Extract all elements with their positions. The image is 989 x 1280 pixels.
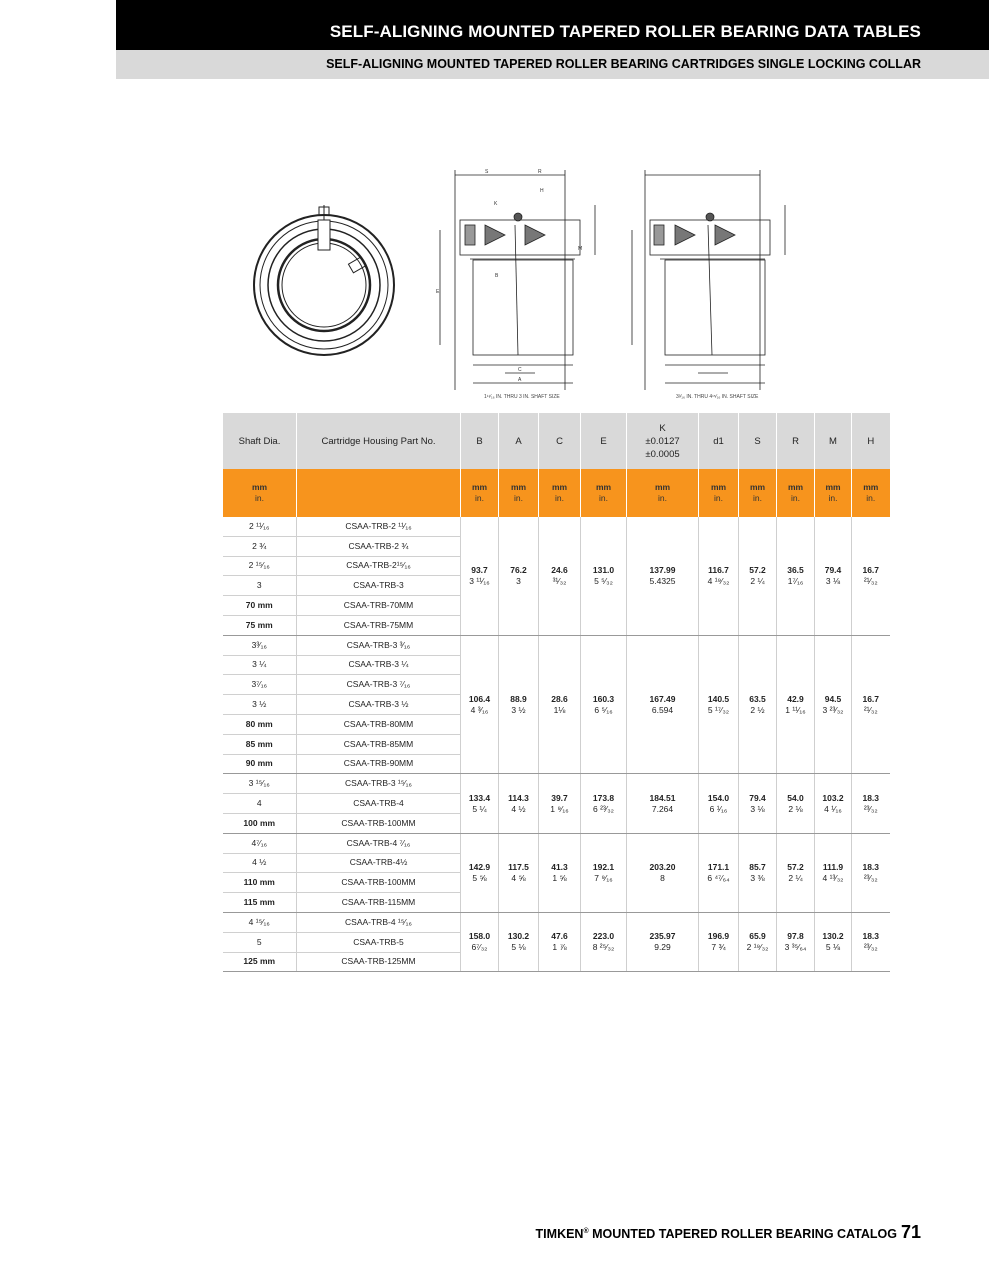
- inch-value: 2 ¼: [788, 872, 803, 883]
- inch-value: 1 ¹¹⁄₁₆: [785, 704, 806, 715]
- metric-value: 88.9: [510, 693, 527, 704]
- metric-value: 65.9: [749, 931, 766, 942]
- inch-value: 6 ⁵⁄₁₆: [594, 704, 613, 715]
- inch-value: 4 ¹³⁄₃₂: [822, 872, 844, 883]
- metric-value: 171.1: [707, 861, 730, 872]
- metric-value: 223.0: [592, 931, 615, 942]
- metric-value: 57.2: [787, 861, 804, 872]
- metric-value: 36.5: [787, 564, 804, 575]
- value-cell-d1: [699, 517, 739, 635]
- metric-value: 158.0: [468, 931, 491, 942]
- label-k: K: [494, 201, 498, 207]
- inch-value: ²¹⁄₃₂: [863, 575, 878, 586]
- value-cell-s: [739, 912, 777, 971]
- footer-catalog: MOUNTED TAPERED ROLLER BEARING CATALOG: [588, 1227, 897, 1241]
- col-b: B: [461, 413, 499, 469]
- bearing-drawings: [240, 165, 800, 405]
- inch-value: 8 ²⁵⁄₃₂: [592, 942, 615, 953]
- metric-value: 39.7: [551, 792, 568, 803]
- value-cell-d1: [699, 912, 739, 971]
- metric-value: 133.4: [468, 792, 491, 803]
- value-cell-h: [852, 517, 890, 635]
- inch-value: 1 ⁹⁄₁₆: [550, 803, 569, 814]
- value-cell-e: [581, 635, 627, 774]
- inch-value: 1⅛: [553, 704, 566, 715]
- page-number: 71: [900, 1222, 921, 1242]
- inch-value: 3 ½: [511, 704, 526, 715]
- inch-value: 5 ⅛: [511, 942, 526, 953]
- drawing-caption-2: 3³⁄₁₆ IN. THRU 4¹⁵⁄₁₆ IN. SHAFT SIZE: [676, 394, 759, 400]
- inch-value: 1 ⅝: [552, 872, 567, 883]
- part-number-cell: CSAA-TRB-3 ⁷⁄₁₆: [297, 675, 461, 695]
- value-cell-s: [739, 517, 777, 635]
- subheader-bar: [116, 50, 989, 79]
- value-cell-m: [815, 833, 852, 912]
- col-part-no: Cartridge Housing Part No.: [297, 413, 461, 469]
- shaft-dia-cell: 125 mm: [223, 952, 297, 972]
- inch-value: 9.29: [654, 942, 671, 953]
- part-number-cell: CSAA-TRB-3 ³⁄₁₆: [297, 635, 461, 655]
- header-bar: [116, 0, 989, 50]
- value-cell-b: [461, 833, 499, 912]
- page-title: SELF-ALIGNING MOUNTED TAPERED ROLLER BEARING DATA TABLES: [329, 22, 921, 41]
- inch-value: 3 ³⁵⁄₆₄: [784, 942, 807, 953]
- shaft-dia-cell: 3 ¹⁵⁄₁₆: [223, 774, 297, 794]
- metric-value: 184.51: [649, 792, 676, 803]
- shaft-dia-cell: 70 mm: [223, 596, 297, 616]
- value-cell-r: [777, 833, 815, 912]
- metric-value: 142.9: [468, 861, 491, 872]
- inch-value: 6 ⁴⁷⁄₆₄: [707, 872, 730, 883]
- metric-value: 116.7: [708, 564, 729, 575]
- table-group: [223, 517, 890, 635]
- value-cell-d1: [699, 774, 739, 833]
- value-cell-c: [539, 912, 581, 971]
- metric-value: 63.5: [749, 693, 766, 704]
- value-cell-a: [499, 635, 539, 774]
- shaft-dia-cell: 2 ¹⁵⁄₁₆: [223, 556, 297, 576]
- metric-value: 97.8: [787, 931, 804, 942]
- metric-value: 235.97: [649, 931, 676, 942]
- value-cell-e: [581, 833, 627, 912]
- metric-value: 192.1: [592, 861, 615, 872]
- table-group: [223, 833, 890, 912]
- part-number-cell: CSAA-TRB-100MM: [297, 813, 461, 833]
- value-cell-r: [777, 635, 815, 774]
- table-row: [223, 833, 890, 853]
- shaft-dia-cell: 4 ½: [223, 853, 297, 873]
- shaft-dia-cell: 85 mm: [223, 734, 297, 754]
- metric-value: 47.6: [551, 931, 568, 942]
- value-cell-s: [739, 635, 777, 774]
- metric-value: 79.4: [749, 792, 766, 803]
- value-cell-k: [627, 774, 699, 833]
- value-cell-s: [739, 774, 777, 833]
- value-cell-b: [461, 912, 499, 971]
- inch-value: 2 ¼: [750, 575, 765, 586]
- part-number-cell: CSAA-TRB-2 ¹¹⁄₁₆: [297, 517, 461, 536]
- table-group: [223, 635, 890, 774]
- table-row: [223, 912, 890, 932]
- drawing-caption-1: 1¹¹⁄₁₆ IN. THRU 3 IN. SHAFT SIZE: [484, 394, 560, 400]
- part-number-cell: CSAA-TRB-3 ¹⁵⁄₁₆: [297, 774, 461, 794]
- inch-value: 4 ¹⁹⁄₃₂: [707, 575, 730, 586]
- value-cell-b: [461, 635, 499, 774]
- col-h: H: [852, 413, 890, 469]
- inch-value: 7 ⁹⁄₁₆: [594, 872, 613, 883]
- col-a: A: [499, 413, 539, 469]
- shaft-dia-cell: 75 mm: [223, 615, 297, 635]
- value-cell-m: [815, 517, 852, 635]
- inch-value: 5 ⅛: [825, 942, 841, 953]
- part-number-cell: CSAA-TRB-3 ¼: [297, 655, 461, 675]
- metric-value: 111.9: [822, 861, 844, 872]
- metric-value: 130.2: [822, 931, 844, 942]
- part-number-cell: CSAA-TRB-5: [297, 932, 461, 952]
- metric-value: 79.4: [824, 564, 842, 575]
- inch-value: 6 ¹⁄₁₆: [709, 803, 728, 814]
- part-number-cell: CSAA-TRB-70MM: [297, 596, 461, 616]
- table-row: [223, 517, 890, 536]
- inch-value: 3 ⅛: [750, 803, 765, 814]
- value-cell-r: [777, 774, 815, 833]
- label-h: H: [540, 188, 544, 194]
- value-cell-e: [581, 517, 627, 635]
- metric-value: 24.6: [551, 564, 568, 575]
- shaft-dia-cell: 4 ¹⁵⁄₁₆: [223, 912, 297, 932]
- inch-value: 6⁷⁄₃₂: [471, 942, 488, 953]
- value-cell-k: [627, 517, 699, 635]
- metric-value: 154.0: [707, 792, 730, 803]
- inch-value: 8: [660, 872, 665, 883]
- shaft-dia-cell: 2 ¾: [223, 536, 297, 556]
- metric-value: 94.5: [824, 693, 842, 704]
- value-cell-c: [539, 833, 581, 912]
- shaft-dia-cell: 5: [223, 932, 297, 952]
- bearing-drawing-svg: [240, 165, 800, 405]
- col-d1: d1: [699, 413, 739, 469]
- col-r: R: [777, 413, 815, 469]
- label-c: C: [518, 367, 522, 373]
- value-cell-d1: [699, 833, 739, 912]
- label-m: M: [578, 246, 583, 252]
- label-b: B: [495, 273, 499, 279]
- inch-value: 7 ¾: [711, 942, 726, 953]
- value-cell-m: [815, 774, 852, 833]
- metric-value: 18.3: [862, 931, 880, 942]
- inch-value: 6 ²³⁄₃₂: [593, 803, 614, 814]
- value-cell-m: [815, 912, 852, 971]
- inch-value: 2 ⅛: [788, 803, 803, 814]
- inch-value: 5.4325: [649, 575, 676, 586]
- metric-value: 85.7: [749, 861, 766, 872]
- shaft-dia-cell: 110 mm: [223, 873, 297, 893]
- shaft-dia-cell: 100 mm: [223, 813, 297, 833]
- inch-value: 2 ¹⁹⁄₃₂: [746, 942, 769, 953]
- shaft-dia-cell: 90 mm: [223, 754, 297, 774]
- metric-value: 18.3: [862, 861, 880, 872]
- value-cell-e: [581, 912, 627, 971]
- inch-value: 5 ⅝: [472, 872, 487, 883]
- part-number-cell: CSAA-TRB-3 ½: [297, 695, 461, 715]
- label-s: S: [485, 169, 489, 175]
- part-number-cell: CSAA-TRB-115MM: [297, 893, 461, 913]
- value-cell-c: [539, 635, 581, 774]
- metric-value: 106.4: [468, 693, 491, 704]
- inch-value: 3 ¹¹⁄₁₆: [469, 575, 490, 586]
- metric-value: 103.2: [822, 792, 844, 803]
- metric-value: 57.2: [749, 564, 766, 575]
- value-cell-a: [499, 517, 539, 635]
- part-number-cell: CSAA-TRB-85MM: [297, 734, 461, 754]
- inch-value: 3 ⅛: [825, 575, 841, 586]
- table-row: [223, 635, 890, 655]
- metric-value: 137.99: [649, 564, 676, 575]
- value-cell-b: [461, 774, 499, 833]
- page-footer: [536, 1222, 921, 1243]
- shaft-dia-cell: 3⁷⁄₁₆: [223, 675, 297, 695]
- part-number-cell: CSAA-TRB-2¹⁵⁄₁₆: [297, 556, 461, 576]
- part-number-cell: CSAA-TRB-80MM: [297, 714, 461, 734]
- inch-value: 2 ½: [750, 704, 765, 715]
- metric-value: 140.5: [707, 693, 730, 704]
- shaft-dia-cell: 3 ¼: [223, 655, 297, 675]
- metric-value: 18.3: [862, 792, 880, 803]
- inch-value: 6.594: [651, 704, 674, 715]
- inch-value: 5 ¹⁷⁄₃₂: [707, 704, 730, 715]
- metric-value: 76.2: [510, 564, 527, 575]
- value-cell-k: [627, 635, 699, 774]
- part-number-cell: CSAA-TRB-100MM: [297, 873, 461, 893]
- shaft-dia-cell: 3: [223, 576, 297, 596]
- table-units-row: mm in. mm in. mm in. mm in. mm in. mm in. mm in. mm in. mm in. mm in. mm in.: [223, 469, 890, 517]
- part-number-cell: CSAA-TRB-125MM: [297, 952, 461, 972]
- value-cell-k: [627, 912, 699, 971]
- inch-value: 7.264: [651, 803, 674, 814]
- footer-brand: TIMKEN: [535, 1227, 584, 1241]
- inch-value: 4 ¹⁄₁₆: [824, 803, 842, 814]
- value-cell-d1: [699, 635, 739, 774]
- part-number-cell: CSAA-TRB-2 ¾: [297, 536, 461, 556]
- col-m: M: [815, 413, 852, 469]
- inch-value: ²³⁄₃₂: [863, 872, 878, 883]
- metric-value: 93.7: [471, 564, 488, 575]
- value-cell-c: [539, 774, 581, 833]
- value-cell-k: [627, 833, 699, 912]
- value-cell-r: [777, 912, 815, 971]
- shaft-dia-cell: 2 ¹¹⁄₁₆: [223, 517, 297, 536]
- value-cell-s: [739, 833, 777, 912]
- inch-value: 3 ²³⁄₃₂: [822, 704, 844, 715]
- part-number-cell: CSAA-TRB-90MM: [297, 754, 461, 774]
- value-cell-b: [461, 517, 499, 635]
- part-number-cell: CSAA-TRB-4½: [297, 853, 461, 873]
- inch-value: 3 ⅜: [750, 872, 765, 883]
- metric-value: 131.0: [592, 564, 615, 575]
- value-cell-e: [581, 774, 627, 833]
- bearing-data-table: [222, 413, 890, 972]
- inch-value: 4 ⅝: [511, 872, 526, 883]
- metric-value: 203.20: [649, 861, 676, 872]
- inch-value: 3: [516, 575, 521, 586]
- table-header-row: [223, 413, 890, 469]
- col-e: E: [581, 413, 627, 469]
- part-number-cell: CSAA-TRB-75MM: [297, 615, 461, 635]
- shaft-dia-cell: 4: [223, 794, 297, 814]
- inch-value: 5 ⁵⁄₃₂: [594, 575, 613, 586]
- inch-value: 4 ³⁄₁₆: [470, 704, 489, 715]
- inch-value: 5 ¼: [472, 803, 487, 814]
- metric-value: 42.9: [787, 693, 804, 704]
- value-cell-a: [499, 774, 539, 833]
- inch-value: ²³⁄₃₂: [863, 942, 878, 953]
- table-group: [223, 912, 890, 971]
- metric-value: 28.6: [551, 693, 568, 704]
- inch-value: 4 ½: [511, 803, 526, 814]
- inch-value: 1⁷⁄₁₆: [787, 575, 804, 586]
- part-number-cell: CSAA-TRB-4 ¹⁵⁄₁₆: [297, 912, 461, 932]
- col-shaft-dia: Shaft Dia.: [223, 413, 297, 469]
- value-cell-h: [852, 635, 890, 774]
- col-c: C: [539, 413, 581, 469]
- value-cell-a: [499, 912, 539, 971]
- value-cell-h: [852, 774, 890, 833]
- page-subtitle: SELF-ALIGNING MOUNTED TAPERED ROLLER BEARING CARTRIDGES SINGLE LOCKING COLLAR: [326, 57, 921, 71]
- metric-value: 54.0: [787, 792, 804, 803]
- metric-value: 41.3: [551, 861, 568, 872]
- shaft-dia-cell: 80 mm: [223, 714, 297, 734]
- metric-value: 16.7: [862, 693, 880, 704]
- metric-value: 160.3: [592, 693, 615, 704]
- label-a: A: [518, 377, 522, 383]
- value-cell-m: [815, 635, 852, 774]
- metric-value: 117.5: [508, 861, 529, 872]
- value-cell-a: [499, 833, 539, 912]
- shaft-dia-cell: 3 ½: [223, 695, 297, 715]
- col-s: S: [739, 413, 777, 469]
- inch-value: ²³⁄₃₂: [863, 803, 878, 814]
- value-cell-c: [539, 517, 581, 635]
- value-cell-h: [852, 912, 890, 971]
- part-number-cell: CSAA-TRB-4: [297, 794, 461, 814]
- col-k: K ±0.0127 ±0.0005: [627, 413, 699, 469]
- part-number-cell: CSAA-TRB-4 ⁷⁄₁₆: [297, 833, 461, 853]
- label-e: E: [436, 289, 440, 295]
- metric-value: 16.7: [862, 564, 880, 575]
- shaft-dia-cell: 115 mm: [223, 893, 297, 913]
- part-number-cell: CSAA-TRB-3: [297, 576, 461, 596]
- metric-value: 196.9: [707, 931, 730, 942]
- footer-registered: ®: [583, 1227, 589, 1235]
- metric-value: 173.8: [592, 792, 615, 803]
- inch-value: ³¹⁄₃₂: [552, 575, 567, 586]
- label-r: R: [538, 169, 542, 175]
- shaft-dia-cell: 3³⁄₁₆: [223, 635, 297, 655]
- metric-value: 114.3: [508, 792, 529, 803]
- inch-value: ²¹⁄₃₂: [863, 704, 878, 715]
- value-cell-h: [852, 833, 890, 912]
- shaft-dia-cell: 4⁷⁄₁₆: [223, 833, 297, 853]
- metric-value: 130.2: [507, 931, 530, 942]
- metric-value: 167.49: [649, 693, 676, 704]
- value-cell-r: [777, 517, 815, 635]
- table-group: [223, 774, 890, 833]
- table-row: [223, 774, 890, 794]
- inch-value: 1 ⅞: [552, 942, 567, 953]
